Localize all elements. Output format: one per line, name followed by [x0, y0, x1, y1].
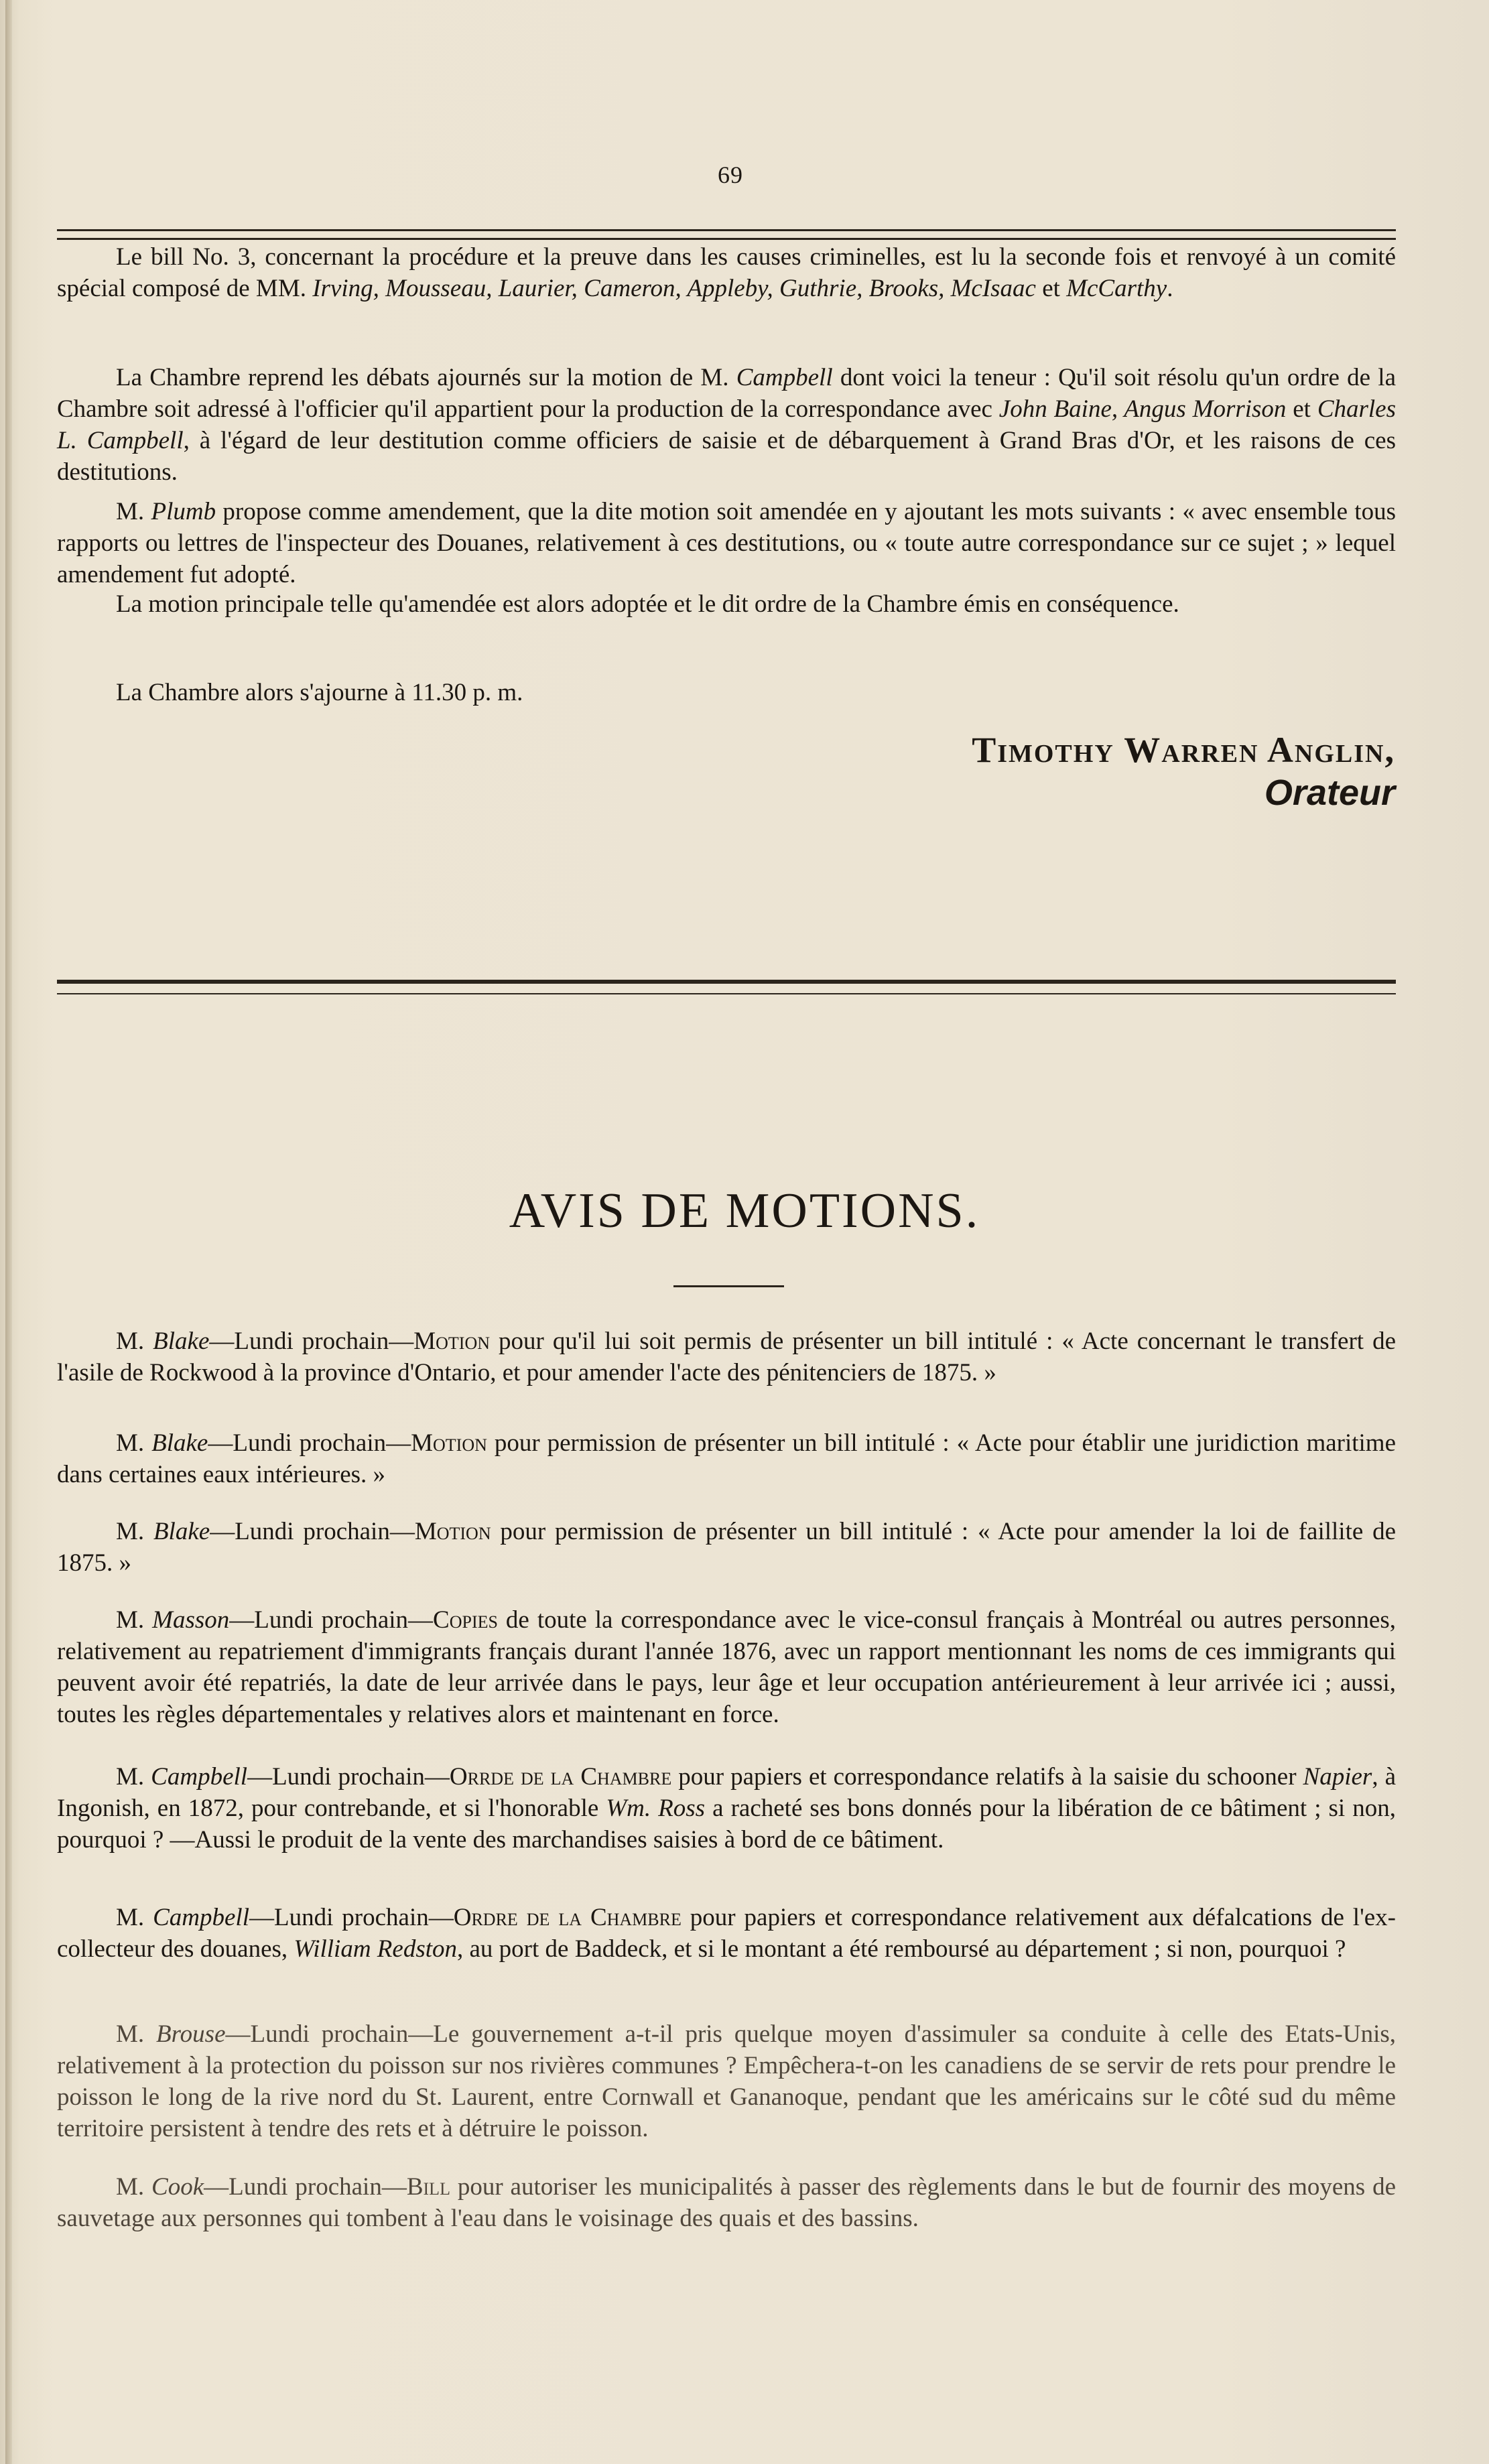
paragraph-campbell-motion: La Chambre reprend les débats ajournés sur la motion de M. Campbell dont voici la teneur : Qu'il soit résolu qu'un ordre de la Chambre soit adressé à l'officier qu'il appartient pour la production de la correspondance avec John Baine, Angus Morrison et Charles L. Campbell, à l'égard de leur destitution comme officiers de saisie et de débarquement à Grand Bras d'Or, et les raisons de ces destitutions. [57, 364, 1397, 486]
speaker-signature-name: Timothy Warren Anglin, [972, 730, 1395, 770]
paragraph-bill-no3: Le bill No. 3, concernant la procédure et la preuve dans les causes criminelles, est lu la seconde fois et renvoyé à un comité spécial composé de MM. Irving, Mousseau, Laurier, Cameron, Appleby, Guthrie, Brooks, McIsaac et McCarthy. [57, 243, 1396, 302]
title-underline [673, 1285, 784, 1287]
page-number: 69 [718, 161, 743, 188]
paragraph-plumb-amendment: M. Plumb propose comme amendement, que la dite motion soit amendée en y ajoutant les mots suivants : « avec ensemble tous rapports ou lettres de l'inspecteur des Douanes, relativement à ces destitutions, ou « toute autre correspondance sur ce sujet ; » lequel amendement fut adopté. [57, 498, 1396, 588]
notice-item: M. Campbell—Lundi prochain—Ordre de la Chambre pour papiers et correspondance relativement aux défalcations de l'ex-collecteur des douanes, William Redston, au port de Baddeck, et si le montant a été remboursé au département ; si non, pourquoi ? [57, 1904, 1397, 1963]
notice-item: M. Blake—Lundi prochain—Motion pour permission de présenter un bill intitulé : « Acte pour établir une juridiction maritime dans certaines eaux intérieures. » [57, 1429, 1397, 1488]
notice-item: M. Blake—Lundi prochain—Motion pour permission de présenter un bill intitulé : « Acte pour amender la loi de faillite de 1875. » [57, 1518, 1397, 1577]
paragraph-main-motion: La motion principale telle qu'amendée est alors adoptée et le dit ordre de la Chambre émis en conséquence. [116, 590, 1179, 618]
notice-item: M. Campbell—Lundi prochain—Orrde de la Chambre pour papiers et correspondance relatifs à la saisie du schooner Napier, à Ingonish, en 1872, pour contrebande, et si l'honorable Wm. Ross a racheté ses bons donnés pour la libération de ce bâtiment ; si non, pourquoi ? —Aussi le produit de la vente des marchandises saisies à bord de ce bâtiment. [57, 1763, 1396, 1854]
section-divider-rule [57, 980, 1396, 994]
section-title: AVIS DE MOTIONS. [509, 1183, 980, 1238]
notice-item: M. Brouse—Lundi prochain—Le gouvernement a-t-il pris quelque moyen d'assimuler sa conduite à celle des Etats-Unis, relativement à la protection du poisson sur nos rivières communes ? Empêchera-t-on les canadiens de se servir de rets pour prendre le poisson le long de la rive nord du St. Laurent, entre Cornwall et Gananoque, pendant que les américains sur le côté sud du même territoire persistent à tendre des rets et à détruire le poisson. [57, 2020, 1396, 2142]
header-rule [57, 229, 1396, 240]
notice-item: M. Blake—Lundi prochain—Motion pour qu'il lui soit permis de présenter un bill intitulé : « Acte concernant le transfert de l'asile de Rockwood à la province d'Ontario, et pour amender l'acte des pénitenciers de 1875. » [57, 1327, 1396, 1386]
committee-members: Irving, Mousseau, Laurier, Cameron, Appleby, Guthrie, Brooks, McIsaac [312, 275, 1036, 302]
paragraph-adjournment: La Chambre alors s'ajourne à 11.30 p. m. [116, 679, 523, 706]
speaker-signature-title: Orateur [1264, 773, 1395, 813]
notice-item: M. Cook—Lundi prochain—Bill pour autoriser les municipalités à passer des règlements dans le but de fournir des moyens de sauvetage aux personnes qui tombent à l'eau dans le voisinage des quais et des bassins. [57, 2173, 1397, 2232]
notice-item: M. Masson—Lundi prochain—Copies de toute la correspondance avec le vice-consul français à Montréal ou autres personnes, relativement au repatriement d'immigrants français durant l'année 1876, avec un rapport mentionnant les noms de ces immigrants qui peuvent avoir été repatriés, la date de leur arrivée dans le pays, leur âge et leur occupation antérieurement à leur arrivée ici ; aussi, toutes les règles départementales y relatives alors et maintenant en force. [57, 1606, 1396, 1728]
